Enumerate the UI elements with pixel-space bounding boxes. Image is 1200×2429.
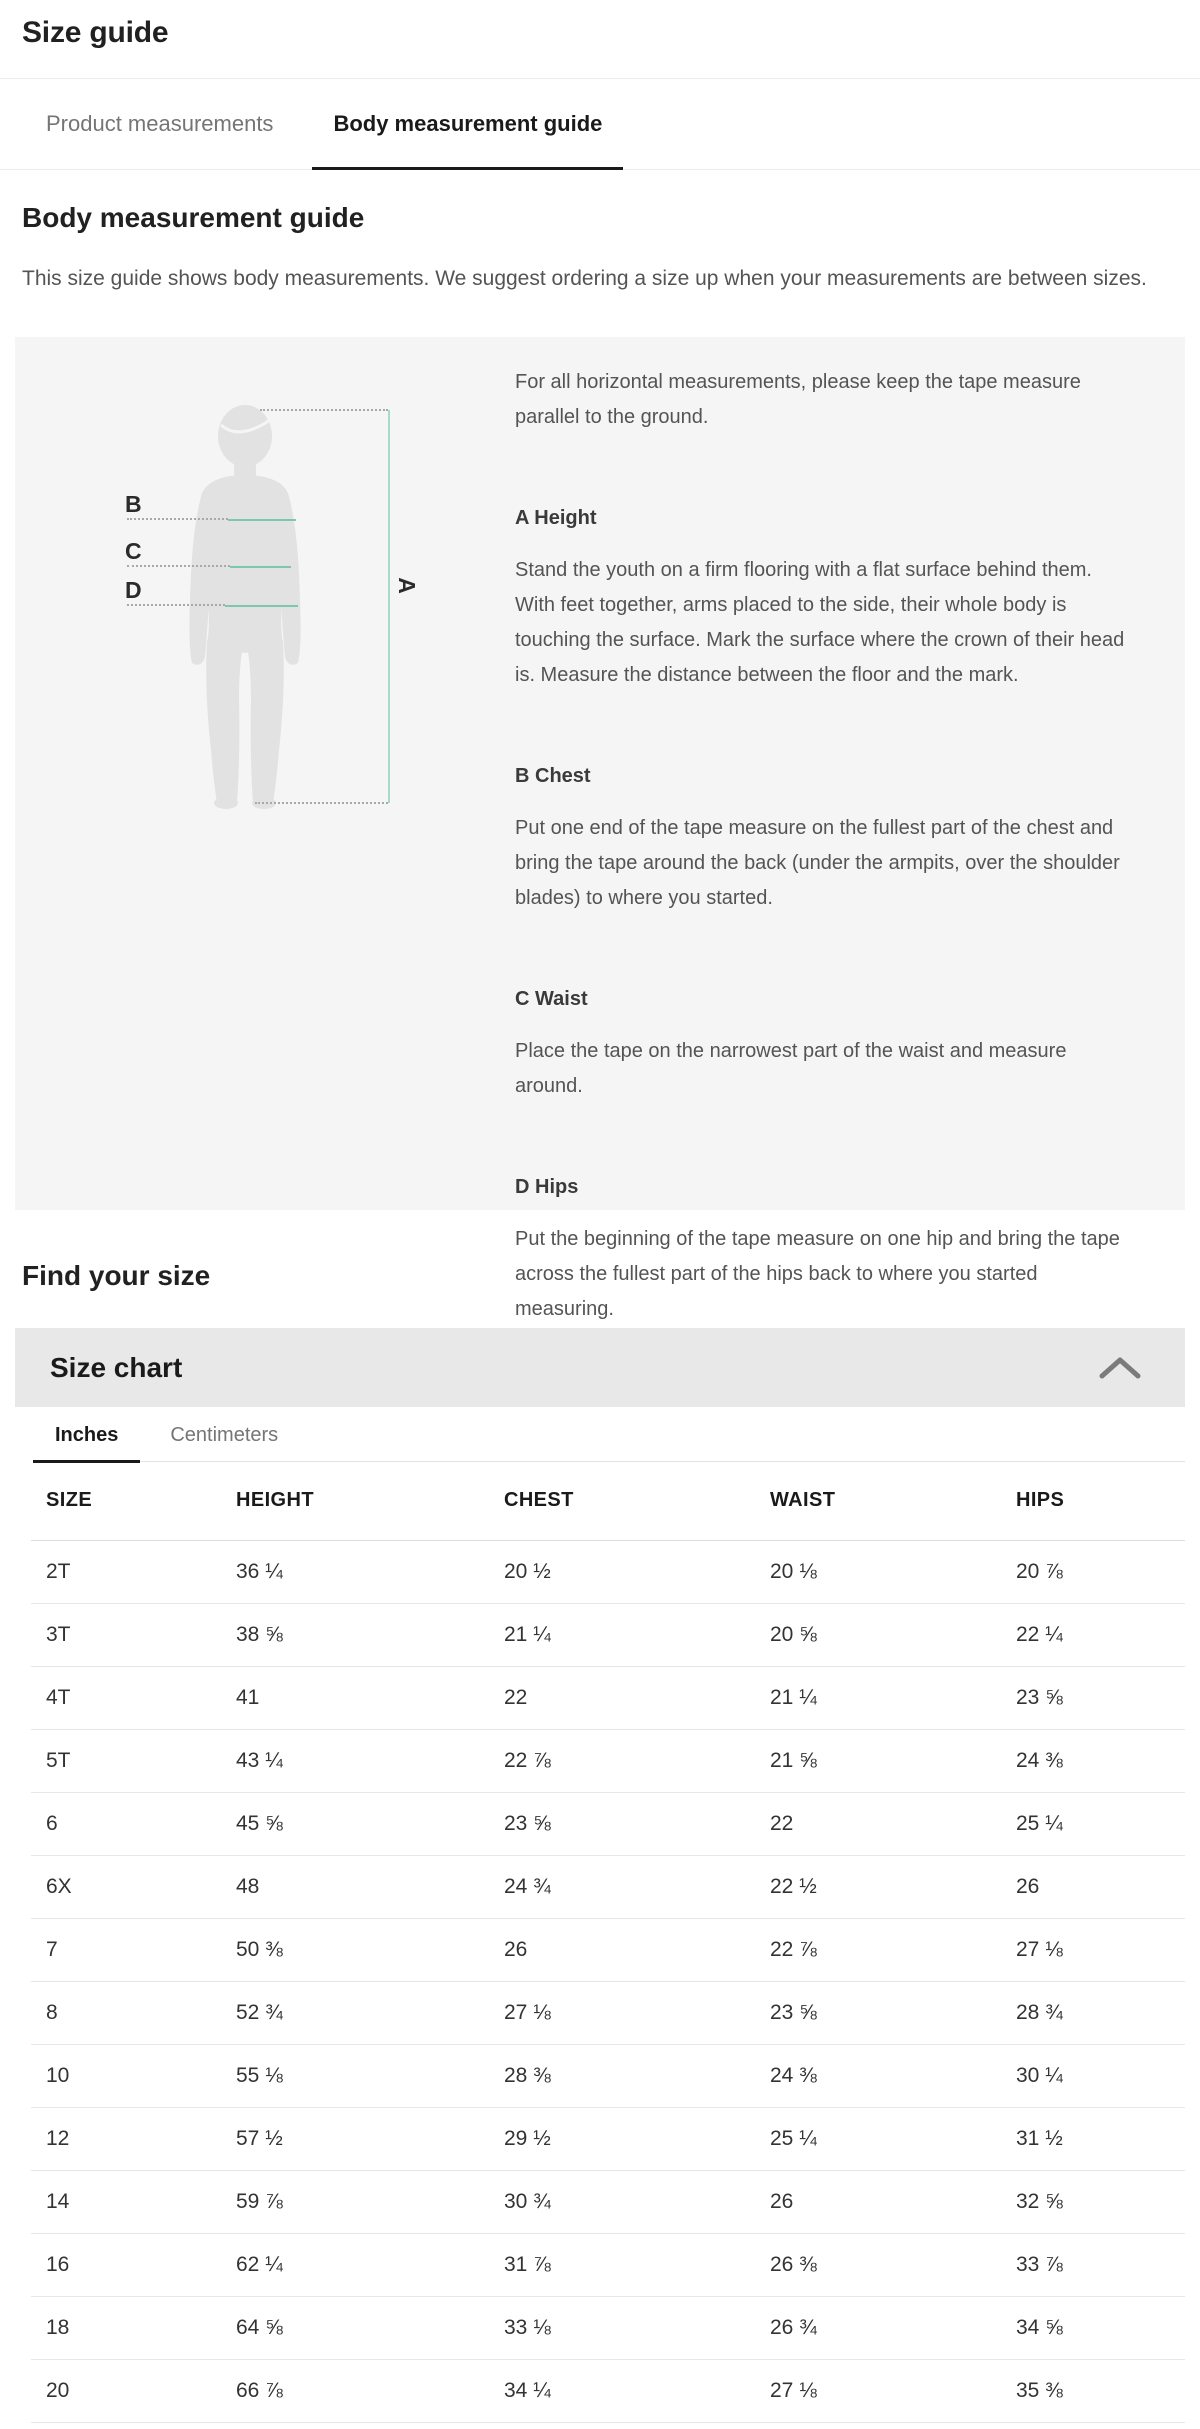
table-row — [31, 1603, 1185, 1666]
table-header-row — [31, 1462, 1185, 1540]
table-cell: 16 — [31, 2233, 221, 2296]
column-header-size: SIZE — [31, 1462, 221, 1540]
table-cell: 20 ⅝ — [755, 1603, 1001, 1666]
table-cell: 12 — [31, 2107, 221, 2170]
table-cell: 20 — [31, 2359, 221, 2422]
table-cell: 57 ½ — [221, 2107, 489, 2170]
find-your-size-heading: Find your size — [22, 1260, 211, 1291]
body-diagram — [15, 365, 515, 1182]
table-row — [31, 2296, 1185, 2359]
table-row — [31, 1981, 1185, 2044]
table-cell: 26 — [755, 2170, 1001, 2233]
tab-centimeters[interactable]: Centimeters — [170, 1424, 279, 1446]
table-cell: 34 ⅝ — [1001, 2296, 1185, 2359]
table-cell: 22 ⅞ — [489, 1729, 755, 1792]
table-cell: 22 ¼ — [1001, 1603, 1185, 1666]
table-row — [31, 1666, 1185, 1729]
measurement-instructions — [515, 365, 1140, 1320]
table-row — [31, 1792, 1185, 1855]
height-section — [515, 505, 1130, 693]
table-row — [31, 1918, 1185, 1981]
table-cell: 21 ¼ — [755, 1666, 1001, 1729]
table-cell: 31 ½ — [1001, 2107, 1185, 2170]
column-header-waist: WAIST — [755, 1462, 1001, 1540]
table-cell: 23 ⅝ — [1001, 1666, 1185, 1729]
table-cell: 31 ⅞ — [489, 2233, 755, 2296]
hips-text: Put the beginning of the tape measure on one hip and bring the tape across the fullest part of the hips back to where you started measuring. — [515, 1228, 1120, 1320]
table-cell: 50 ⅜ — [221, 1918, 489, 1981]
table-cell: 30 ¼ — [1001, 2044, 1185, 2107]
table-cell: 20 ⅞ — [1001, 1540, 1185, 1603]
waist-dotted-line — [127, 565, 230, 567]
table-row — [31, 1855, 1185, 1918]
table-row — [31, 1540, 1185, 1603]
table-cell: 55 ⅛ — [221, 2044, 489, 2107]
table-cell: 35 ⅜ — [1001, 2359, 1185, 2422]
size-chart-table — [31, 1462, 1185, 2423]
table-cell: 2T — [31, 1540, 221, 1603]
table-cell: 27 ⅛ — [755, 2359, 1001, 2422]
table-cell: 23 ⅝ — [755, 1981, 1001, 2044]
table-cell: 43 ¼ — [221, 1729, 489, 1792]
table-cell: 27 ⅛ — [1001, 1918, 1185, 1981]
table-cell: 30 ¾ — [489, 2170, 755, 2233]
waist-text: Place the tape on the narrowest part of the waist and measure around. — [515, 1040, 1067, 1097]
waist-label: C Waist — [515, 988, 588, 1010]
table-cell: 21 ⅝ — [755, 1729, 1001, 1792]
column-header-hips: HIPS — [1001, 1462, 1185, 1540]
table-cell: 20 ⅛ — [755, 1540, 1001, 1603]
unit-tabs — [33, 1407, 1185, 1462]
table-cell: 66 ⅞ — [221, 2359, 489, 2422]
table-cell: 34 ¼ — [489, 2359, 755, 2422]
diagram-label-d: D — [125, 577, 142, 603]
table-row — [31, 2044, 1185, 2107]
table-cell: 22 ½ — [755, 1855, 1001, 1918]
diagram-label-b: B — [125, 491, 142, 517]
chest-measure-line — [228, 519, 296, 521]
table-cell: 8 — [31, 1981, 221, 2044]
diagram-label-c: C — [125, 538, 142, 564]
table-cell: 24 ¾ — [489, 1855, 755, 1918]
hips-measure-line — [225, 605, 298, 607]
table-cell: 25 ¼ — [755, 2107, 1001, 2170]
height-bottom-dotted-line — [255, 802, 388, 804]
table-cell: 24 ⅜ — [1001, 1729, 1185, 1792]
table-cell: 14 — [31, 2170, 221, 2233]
page-title: Size guide — [22, 16, 169, 49]
hips-label: D Hips — [515, 1176, 579, 1198]
table-cell: 62 ¼ — [221, 2233, 489, 2296]
column-header-height: HEIGHT — [221, 1462, 489, 1540]
table-cell: 52 ¾ — [221, 1981, 489, 2044]
table-cell: 6X — [31, 1855, 221, 1918]
table-cell: 7 — [31, 1918, 221, 1981]
horizontal-note: For all horizontal measurements, please keep the tape measure parallel to the ground. — [515, 371, 1081, 428]
table-cell: 41 — [221, 1666, 489, 1729]
table-cell: 22 ⅞ — [755, 1918, 1001, 1981]
waist-measure-line — [230, 566, 291, 568]
chest-label: B Chest — [515, 765, 591, 787]
tab-body-measurement-guide[interactable]: Body measurement guide — [312, 79, 623, 170]
tab-product-measurements[interactable]: Product measurements — [46, 111, 274, 136]
table-cell: 33 ⅞ — [1001, 2233, 1185, 2296]
table-cell: 26 — [489, 1918, 755, 1981]
table-cell: 28 ¾ — [1001, 1981, 1185, 2044]
column-header-chest: CHEST — [489, 1462, 755, 1540]
table-cell: 64 ⅝ — [221, 2296, 489, 2359]
size-chart-title: Size chart — [50, 1351, 183, 1383]
table-cell: 26 — [1001, 1855, 1185, 1918]
size-chart-collapse-header[interactable] — [15, 1328, 1185, 1407]
table-cell: 4T — [31, 1666, 221, 1729]
table-cell: 22 — [755, 1792, 1001, 1855]
table-cell: 26 ¾ — [755, 2296, 1001, 2359]
table-cell: 38 ⅝ — [221, 1603, 489, 1666]
waist-section — [515, 986, 1130, 1104]
table-row — [31, 1729, 1185, 1792]
table-cell: 6 — [31, 1792, 221, 1855]
table-cell: 21 ¼ — [489, 1603, 755, 1666]
chevron-up-icon[interactable] — [1099, 1356, 1141, 1380]
table-cell: 24 ⅜ — [755, 2044, 1001, 2107]
table-row — [31, 2233, 1185, 2296]
table-row — [31, 2170, 1185, 2233]
chest-text: Put one end of the tape measure on the fullest part of the chest and bring the tape around the back (under the armpits, over the shoulder blades) to where you started. — [515, 817, 1120, 909]
table-cell: 23 ⅝ — [489, 1792, 755, 1855]
table-cell: 32 ⅝ — [1001, 2170, 1185, 2233]
measurement-tabs — [0, 79, 1200, 170]
table-cell: 10 — [31, 2044, 221, 2107]
height-text: Stand the youth on a firm flooring with a flat surface behind them. With feet together, arms placed to the side, their whole body is touching the surface. Mark the surface where the crown of their head is. Measure the distance between the floor and the mark. — [515, 559, 1125, 686]
diagram-label-a: A — [393, 577, 420, 594]
table-cell: 36 ¼ — [221, 1540, 489, 1603]
height-top-dotted-line — [260, 409, 388, 411]
hips-section — [515, 1174, 1130, 1327]
guide-intro-text: This size guide shows body measurements. We suggest ordering a size up when your measurements are between sizes. — [22, 267, 1147, 290]
table-cell: 28 ⅜ — [489, 2044, 755, 2107]
table-cell: 5T — [31, 1729, 221, 1792]
table-cell: 3T — [31, 1603, 221, 1666]
section-heading: Body measurement guide — [22, 202, 365, 233]
table-cell: 59 ⅞ — [221, 2170, 489, 2233]
chest-section — [515, 763, 1130, 916]
table-cell: 18 — [31, 2296, 221, 2359]
table-row — [31, 2107, 1185, 2170]
table-cell: 26 ⅜ — [755, 2233, 1001, 2296]
table-cell: 27 ⅛ — [489, 1981, 755, 2044]
chest-dotted-line — [127, 518, 228, 520]
tab-inches[interactable]: Inches — [33, 1407, 140, 1463]
child-silhouette-image — [165, 405, 325, 810]
table-cell: 20 ½ — [489, 1540, 755, 1603]
table-row — [31, 2359, 1185, 2422]
table-cell: 48 — [221, 1855, 489, 1918]
table-cell: 22 — [489, 1666, 755, 1729]
hips-dotted-line — [127, 604, 225, 606]
height-label: A Height — [515, 507, 597, 529]
table-cell: 33 ⅛ — [489, 2296, 755, 2359]
table-cell: 25 ¼ — [1001, 1792, 1185, 1855]
table-cell: 29 ½ — [489, 2107, 755, 2170]
height-measure-line — [388, 410, 390, 803]
table-cell: 45 ⅝ — [221, 1792, 489, 1855]
